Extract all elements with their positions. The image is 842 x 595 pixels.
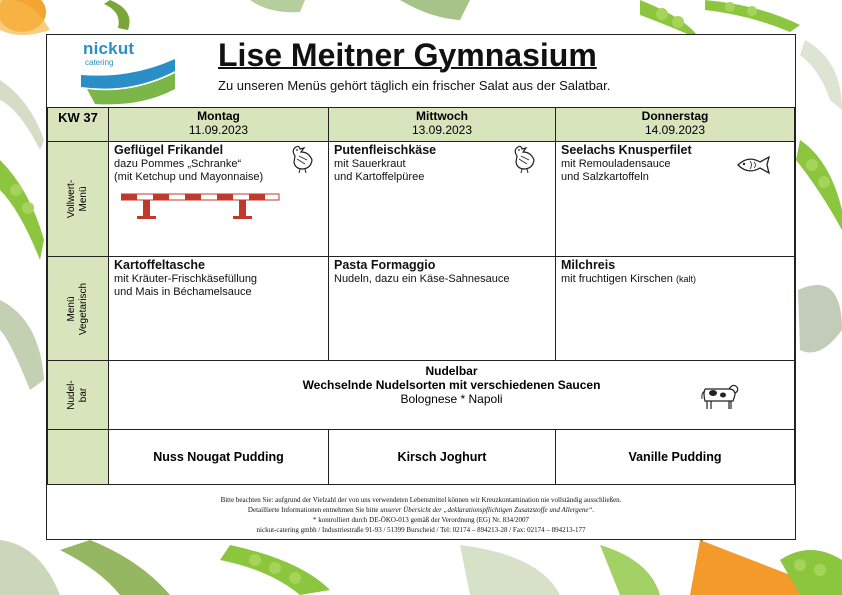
menu-cell-thursday-vollwert (556, 142, 795, 257)
menu-table (47, 107, 795, 485)
dessert-thursday: Vanille Pudding (556, 430, 795, 485)
allergen-overview-link[interactable]: unserer Übersicht der „deklarationspflichtigen Zusatzstoffe und Allergene“. (380, 506, 595, 514)
page-subtitle: Zu unseren Menüs gehört täglich ein frischer Salat aus der Salatbar. (218, 78, 611, 93)
dessert-monday: Nuss Nougat Pudding (109, 430, 329, 485)
page-title: Lise Meitner Gymnasium (218, 37, 597, 73)
fish-icon (736, 154, 772, 176)
vegetarisch-label: Menü Vegetarisch (66, 282, 89, 335)
nudelbar-cell (109, 361, 795, 430)
day-name: Montag (197, 109, 240, 123)
dish-name: Putenfleischkäse (334, 143, 437, 157)
week-number: KW 37 (58, 110, 98, 125)
chicken-icon (287, 144, 315, 174)
dessert-row (48, 430, 795, 485)
vollwert-row (48, 142, 795, 257)
day-header-monday (109, 108, 329, 142)
dish-name: Kartoffeltasche (114, 258, 205, 272)
nudelbar-row (48, 361, 795, 430)
footer-line-2 (47, 505, 795, 515)
menu-header (47, 35, 795, 108)
day-header-wednesday (329, 108, 556, 142)
dish-desc-1: mit Remouladensauce (561, 158, 671, 170)
footer-line-3: * kontrolliert durch DE-ÖKO-013 gemäß der Verordnung (EG) Nr. 834/2007 (312, 516, 530, 524)
dish-desc-note: (kalt) (675, 274, 696, 284)
dish-name: Milchreis (561, 258, 616, 272)
dish-desc-main: mit fruchtigen Kirschen (561, 273, 673, 285)
menu-card (46, 34, 796, 540)
day-header-row (48, 108, 795, 142)
barrier-icon (121, 192, 281, 220)
logo-sub: catering (85, 58, 114, 67)
dish-desc-2: (mit Ketchup und Mayonnaise) (114, 171, 264, 183)
menu-cell-wednesday-vegetarisch (329, 257, 556, 361)
nudelbar-line1: Wechselnde Nudelsorten mit verschiedenen Saucen (302, 378, 601, 392)
footer-line-4: nickut-catering gmbh / Industriestraße 91-93 / 51399 Burscheid / Tel: 02174 – 894213-28 / Fax: 02174 – 894213-177 (256, 526, 586, 534)
dish-name: Seelachs Knusperfilet (561, 143, 692, 157)
day-name: Donnerstag (641, 109, 709, 123)
footer-line-1: Bitte beachten Sie: aufgrund der Vielzahl der von uns verwendeten Lebensmittel können wir Kreuzkontamination nie vollständig ausschließen. (220, 496, 622, 504)
dessert-wednesday: Kirsch Joghurt (329, 430, 556, 485)
day-date: 14.09.2023 (644, 123, 706, 137)
logo-brand: nickut (83, 39, 135, 58)
vollwert-label: Vollwert- Menü (66, 179, 89, 219)
dish-desc-2: und Kartoffelpüree (334, 171, 425, 183)
vegetarisch-label-cell (48, 257, 109, 361)
day-name: Mittwoch (416, 109, 468, 123)
dish-desc-1: mit Kräuter-Frischkäsefüllung (114, 273, 258, 285)
day-date: 11.09.2023 (188, 123, 249, 137)
dish-desc-2: und Mais in Béchamelsauce (114, 286, 252, 298)
nickut-logo (81, 39, 177, 103)
menu-cell-monday-vegetarisch (109, 257, 329, 361)
footer-notes (47, 493, 795, 535)
menu-cell-wednesday-vollwert (329, 142, 556, 257)
menu-cell-monday-vollwert (109, 142, 329, 257)
dish-desc-1: mit Sauerkraut (334, 158, 406, 170)
dish-desc-1: dazu Pommes „Schranke“ (114, 158, 242, 170)
menu-cell-thursday-vegetarisch (556, 257, 795, 361)
nudelbar-label-cell (48, 361, 109, 430)
week-label (48, 108, 109, 142)
dish-name: Pasta Formaggio (334, 258, 436, 272)
footer-line-2a: Detaillierte Informationen entnehmen Sie bitte (247, 506, 379, 514)
nudelbar-line2: Bolognese * Napoli (400, 392, 503, 406)
dish-desc-1: Nudeln, dazu ein Käse-Sahnesauce (334, 273, 510, 285)
nudelbar-title: Nudelbar (425, 364, 478, 378)
day-header-thursday (556, 108, 795, 142)
chicken-icon (509, 144, 537, 174)
vegetarisch-row (48, 257, 795, 361)
cow-icon (699, 379, 739, 411)
nudelbar-label: Nudel- bar (66, 380, 89, 410)
day-date: 13.09.2023 (411, 123, 473, 137)
dish-desc-2: und Salzkartoffeln (561, 171, 649, 183)
dish-desc-1 (561, 273, 794, 286)
vollwert-label-cell (48, 142, 109, 257)
dessert-label-cell (48, 430, 109, 485)
dish-name: Geflügel Frikandel (114, 143, 224, 157)
